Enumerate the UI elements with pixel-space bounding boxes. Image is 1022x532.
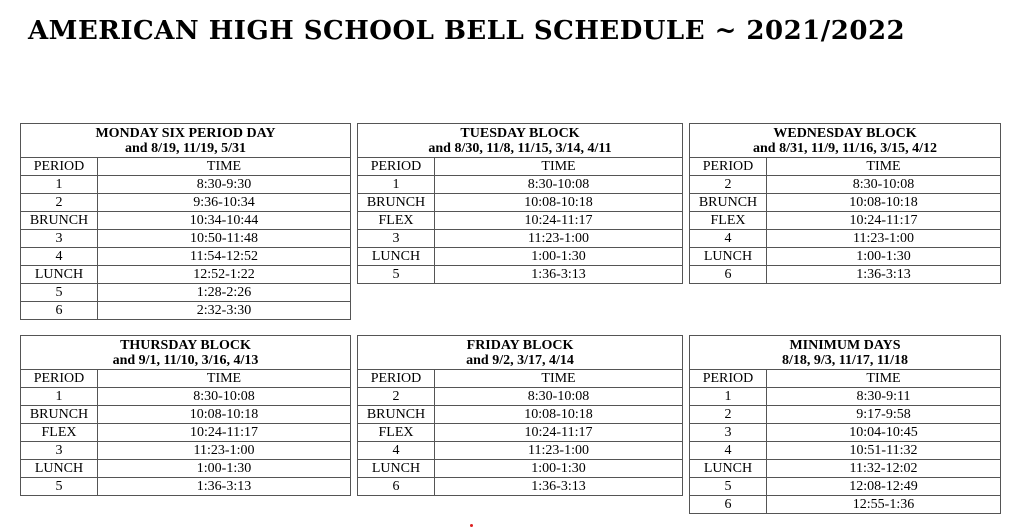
- period-cell: 5: [358, 266, 435, 284]
- table-row: [21, 442, 351, 460]
- time-cell: 11:23-1:00: [98, 442, 351, 460]
- period-cell: LUNCH: [21, 266, 98, 284]
- time-cell: 8:30-9:30: [98, 176, 351, 194]
- table-row: [690, 248, 1001, 266]
- time-cell: 11:23-1:00: [435, 442, 683, 460]
- time-cell: 10:51-11:32: [767, 442, 1001, 460]
- table-row: [690, 388, 1001, 406]
- time-cell: 12:08-12:49: [767, 478, 1001, 496]
- schedule-dates: and 8/19, 11/19, 5/31: [125, 141, 246, 156]
- table-row: [21, 212, 351, 230]
- period-cell: 3: [358, 230, 435, 248]
- time-cell: 10:08-10:18: [435, 194, 683, 212]
- schedule-dates: 8/18, 9/3, 11/17, 11/18: [781, 353, 908, 368]
- period-column-header: PERIOD: [358, 370, 435, 388]
- table-row: [358, 248, 683, 266]
- time-cell: 1:00-1:30: [98, 460, 351, 478]
- stray-mark: [470, 524, 473, 527]
- table-row: [690, 266, 1001, 284]
- period-column-header: PERIOD: [21, 370, 98, 388]
- schedule-name: TUESDAY BLOCK: [460, 126, 580, 141]
- time-cell: 11:54-12:52: [98, 248, 351, 266]
- period-cell: BRUNCH: [21, 406, 98, 424]
- period-cell: 2: [358, 388, 435, 406]
- table-row: [358, 212, 683, 230]
- time-cell: 10:04-10:45: [767, 424, 1001, 442]
- time-cell: 10:24-11:17: [435, 424, 683, 442]
- table-row: [690, 194, 1001, 212]
- table-row: [358, 388, 683, 406]
- period-cell: FLEX: [21, 424, 98, 442]
- period-cell: 1: [21, 388, 98, 406]
- period-cell: 5: [21, 478, 98, 496]
- page-title: AMERICAN HIGH SCHOOL BELL SCHEDULE ~ 2021/2022: [28, 16, 906, 46]
- schedule-dates: and 9/1, 11/10, 3/16, 4/13: [112, 353, 259, 368]
- table-row: [21, 284, 351, 302]
- time-cell: 2:32-3:30: [98, 302, 351, 320]
- table-row: [690, 230, 1001, 248]
- period-cell: 4: [690, 230, 767, 248]
- table-row: [21, 388, 351, 406]
- schedule-table-wednesday: [689, 123, 1001, 284]
- period-cell: 6: [690, 496, 767, 514]
- time-cell: 11:23-1:00: [435, 230, 683, 248]
- schedule-name: THURSDAY BLOCK: [120, 338, 251, 353]
- time-column-header: TIME: [767, 370, 1001, 388]
- table-row: [690, 478, 1001, 496]
- time-cell: 8:30-10:08: [98, 388, 351, 406]
- period-cell: LUNCH: [690, 460, 767, 478]
- table-row: [21, 248, 351, 266]
- period-cell: FLEX: [358, 424, 435, 442]
- period-cell: 4: [358, 442, 435, 460]
- time-cell: 1:36-3:13: [435, 478, 683, 496]
- time-cell: 11:32-12:02: [767, 460, 1001, 478]
- table-row: [690, 176, 1001, 194]
- period-cell: 1: [690, 388, 767, 406]
- schedule-header: [690, 336, 1001, 370]
- time-cell: 12:55-1:36: [767, 496, 1001, 514]
- time-cell: 9:17-9:58: [767, 406, 1001, 424]
- schedule-header: [690, 124, 1001, 158]
- time-cell: 1:36-3:13: [435, 266, 683, 284]
- period-cell: 6: [358, 478, 435, 496]
- schedule-table-friday: [357, 335, 683, 496]
- table-row: [21, 460, 351, 478]
- schedule-name: MONDAY SIX PERIOD DAY: [95, 126, 276, 141]
- time-cell: 10:08-10:18: [767, 194, 1001, 212]
- schedule-name: FRIDAY BLOCK: [466, 338, 574, 353]
- table-row: [21, 406, 351, 424]
- table-row: [21, 176, 351, 194]
- period-cell: 6: [690, 266, 767, 284]
- time-cell: 8:30-10:08: [767, 176, 1001, 194]
- time-cell: 1:36-3:13: [767, 266, 1001, 284]
- time-column-header: TIME: [767, 158, 1001, 176]
- table-row: [358, 266, 683, 284]
- period-cell: 2: [690, 176, 767, 194]
- table-row: [358, 442, 683, 460]
- period-cell: FLEX: [358, 212, 435, 230]
- period-cell: BRUNCH: [358, 406, 435, 424]
- time-cell: 8:30-10:08: [435, 176, 683, 194]
- table-row: [690, 496, 1001, 514]
- period-cell: 3: [21, 442, 98, 460]
- time-cell: 12:52-1:22: [98, 266, 351, 284]
- time-column-header: TIME: [98, 158, 351, 176]
- schedule-header: [358, 336, 683, 370]
- schedule-dates: and 8/30, 11/8, 11/15, 3/14, 4/11: [428, 141, 612, 156]
- period-cell: FLEX: [690, 212, 767, 230]
- schedule-table-minimum-days: [689, 335, 1001, 514]
- table-row: [21, 266, 351, 284]
- period-cell: 4: [690, 442, 767, 460]
- period-cell: 3: [690, 424, 767, 442]
- table-row: [21, 230, 351, 248]
- time-cell: 1:00-1:30: [767, 248, 1001, 266]
- time-cell: 11:23-1:00: [767, 230, 1001, 248]
- schedule-table-thursday: [20, 335, 351, 496]
- table-row: [358, 460, 683, 478]
- table-row: [358, 194, 683, 212]
- time-column-header: TIME: [98, 370, 351, 388]
- period-cell: 5: [21, 284, 98, 302]
- time-cell: 8:30-10:08: [435, 388, 683, 406]
- table-row: [358, 406, 683, 424]
- period-column-header: PERIOD: [690, 370, 767, 388]
- table-row: [358, 478, 683, 496]
- table-row: [690, 442, 1001, 460]
- time-cell: 9:36-10:34: [98, 194, 351, 212]
- period-cell: LUNCH: [358, 248, 435, 266]
- schedule-dates: and 8/31, 11/9, 11/16, 3/15, 4/12: [753, 141, 937, 156]
- schedule-table-tuesday: [357, 123, 683, 284]
- period-cell: 1: [21, 176, 98, 194]
- schedule-name: WEDNESDAY BLOCK: [773, 126, 917, 141]
- table-row: [358, 176, 683, 194]
- time-cell: 10:24-11:17: [767, 212, 1001, 230]
- table-row: [21, 194, 351, 212]
- time-cell: 10:24-11:17: [98, 424, 351, 442]
- table-row: [690, 212, 1001, 230]
- period-column-header: PERIOD: [690, 158, 767, 176]
- table-row: [21, 478, 351, 496]
- schedule-name: MINIMUM DAYS: [789, 338, 901, 353]
- schedule-table-monday: [20, 123, 351, 320]
- period-cell: 1: [358, 176, 435, 194]
- schedule-header: [358, 124, 683, 158]
- time-cell: 1:28-2:26: [98, 284, 351, 302]
- table-row: [358, 424, 683, 442]
- period-cell: 4: [21, 248, 98, 266]
- time-cell: 10:34-10:44: [98, 212, 351, 230]
- schedule-header: [21, 124, 351, 158]
- period-cell: BRUNCH: [21, 212, 98, 230]
- period-cell: 3: [21, 230, 98, 248]
- time-cell: 1:36-3:13: [98, 478, 351, 496]
- period-cell: BRUNCH: [358, 194, 435, 212]
- table-row: [690, 406, 1001, 424]
- time-cell: 10:08-10:18: [435, 406, 683, 424]
- period-cell: 6: [21, 302, 98, 320]
- schedule-header: [21, 336, 351, 370]
- time-column-header: TIME: [435, 370, 683, 388]
- table-row: [690, 424, 1001, 442]
- period-cell: 2: [21, 194, 98, 212]
- period-column-header: PERIOD: [21, 158, 98, 176]
- table-row: [690, 460, 1001, 478]
- time-cell: 1:00-1:30: [435, 248, 683, 266]
- time-cell: 8:30-9:11: [767, 388, 1001, 406]
- time-cell: 1:00-1:30: [435, 460, 683, 478]
- period-cell: 5: [690, 478, 767, 496]
- time-cell: 10:08-10:18: [98, 406, 351, 424]
- period-cell: 2: [690, 406, 767, 424]
- period-cell: LUNCH: [690, 248, 767, 266]
- period-column-header: PERIOD: [358, 158, 435, 176]
- time-column-header: TIME: [435, 158, 683, 176]
- schedule-dates: and 9/2, 3/17, 4/14: [466, 353, 574, 368]
- table-row: [21, 302, 351, 320]
- period-cell: BRUNCH: [690, 194, 767, 212]
- table-row: [21, 424, 351, 442]
- time-cell: 10:50-11:48: [98, 230, 351, 248]
- time-cell: 10:24-11:17: [435, 212, 683, 230]
- period-cell: LUNCH: [358, 460, 435, 478]
- period-cell: LUNCH: [21, 460, 98, 478]
- table-row: [358, 230, 683, 248]
